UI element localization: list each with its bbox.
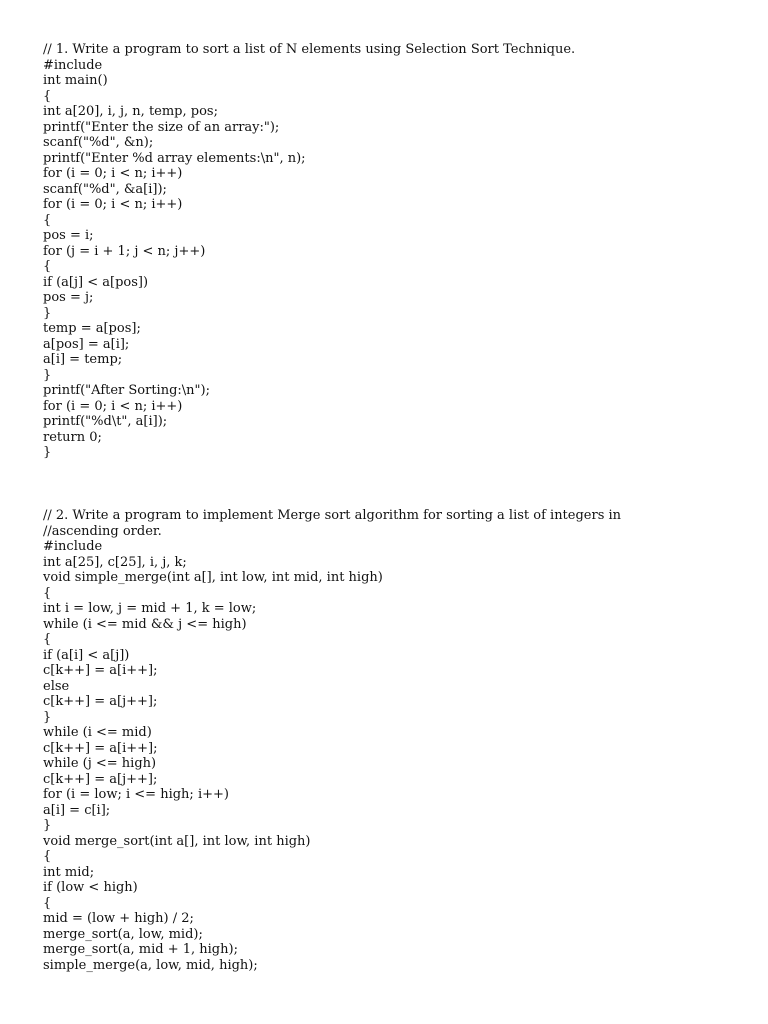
code-line: merge_sort(a, low, mid);: [43, 926, 203, 942]
code-line: if (low < high): [43, 880, 138, 895]
code-line: a[pos] = a[i];: [43, 336, 130, 352]
code-line: temp = a[pos];: [43, 321, 141, 336]
code-line: printf("After Sorting:\n");: [43, 383, 210, 398]
code-line: int main(): [43, 73, 108, 88]
code-line: int mid;: [43, 864, 95, 880]
code-line: }: [43, 818, 52, 833]
code-line: // 1. Write a program to sort a list of N elements using Selection Sort Technique.: [43, 42, 576, 57]
code-line: scanf("%d", &a[i]);: [43, 181, 167, 197]
code-line: simple_merge(a, low, mid, high);: [43, 957, 258, 973]
code-line: }: [43, 709, 52, 725]
code-line: #include: [43, 539, 103, 554]
code-line: //ascending order.: [43, 523, 162, 539]
code-line: for (j = i + 1; j < n; j++): [43, 243, 206, 259]
code-line: pos = j;: [43, 290, 94, 305]
code-line: c[k++] = a[i++];: [43, 663, 158, 678]
code-line: else: [43, 678, 70, 694]
code-line: int i = low, j = mid + 1, k = low;: [43, 601, 257, 616]
code-line: {: [43, 632, 52, 647]
code-line: // 2. Write a program to implement Merge sort algorithm for sorting a list of integers in: [43, 508, 622, 523]
code-line: {: [43, 259, 52, 274]
code-line: a[i] = c[i];: [43, 802, 111, 818]
merge-sort-program: [43, 508, 743, 973]
code-line: c[k++] = a[i++];: [43, 740, 158, 756]
code-line: while (j <= high): [43, 756, 157, 771]
code-line: void merge_sort(int a[], int low, int high): [43, 833, 311, 849]
code-line: int a[20], i, j, n, temp, pos;: [43, 104, 218, 119]
code-line: {: [43, 895, 52, 911]
code-line: mid = (low + high) / 2;: [43, 911, 194, 926]
code-line: void simple_merge(int a[], int low, int mid, int high): [43, 570, 383, 585]
code-line: {: [43, 212, 52, 228]
code-line: if (a[j] < a[pos]): [43, 274, 149, 290]
code-line: {: [43, 88, 52, 104]
code-line: }: [43, 305, 52, 321]
code-line: if (a[i] < a[j]): [43, 647, 130, 663]
code-line: scanf("%d", &n);: [43, 135, 154, 150]
code-line: printf("%d\t", a[i]);: [43, 414, 168, 429]
code-line: {: [43, 849, 52, 864]
code-line: printf("Enter the size of an array:");: [43, 119, 280, 135]
code-line: }: [43, 445, 52, 460]
code-line: a[i] = temp;: [43, 352, 123, 367]
code-line: pos = i;: [43, 228, 94, 243]
code-line: printf("Enter %d array elements:\n", n);: [43, 150, 306, 166]
code-line: for (i = 0; i < n; i++): [43, 166, 183, 181]
code-line: while (i <= mid && j <= high): [43, 616, 247, 632]
code-line: int a[25], c[25], i, j, k;: [43, 554, 187, 570]
code-line: c[k++] = a[j++];: [43, 694, 158, 709]
code-line: #include: [43, 57, 103, 73]
selection-sort-program: [43, 42, 743, 461]
code-line: for (i = low; i <= high; i++): [43, 787, 229, 802]
code-line: }: [43, 367, 52, 383]
code-line: merge_sort(a, mid + 1, high);: [43, 942, 238, 957]
code-line: for (i = 0; i < n; i++): [43, 398, 183, 414]
code-line: for (i = 0; i < n; i++): [43, 197, 183, 212]
code-line: c[k++] = a[j++];: [43, 771, 158, 787]
code-line: while (i <= mid): [43, 725, 152, 740]
code-line: {: [43, 585, 52, 601]
code-line: return 0;: [43, 429, 102, 445]
